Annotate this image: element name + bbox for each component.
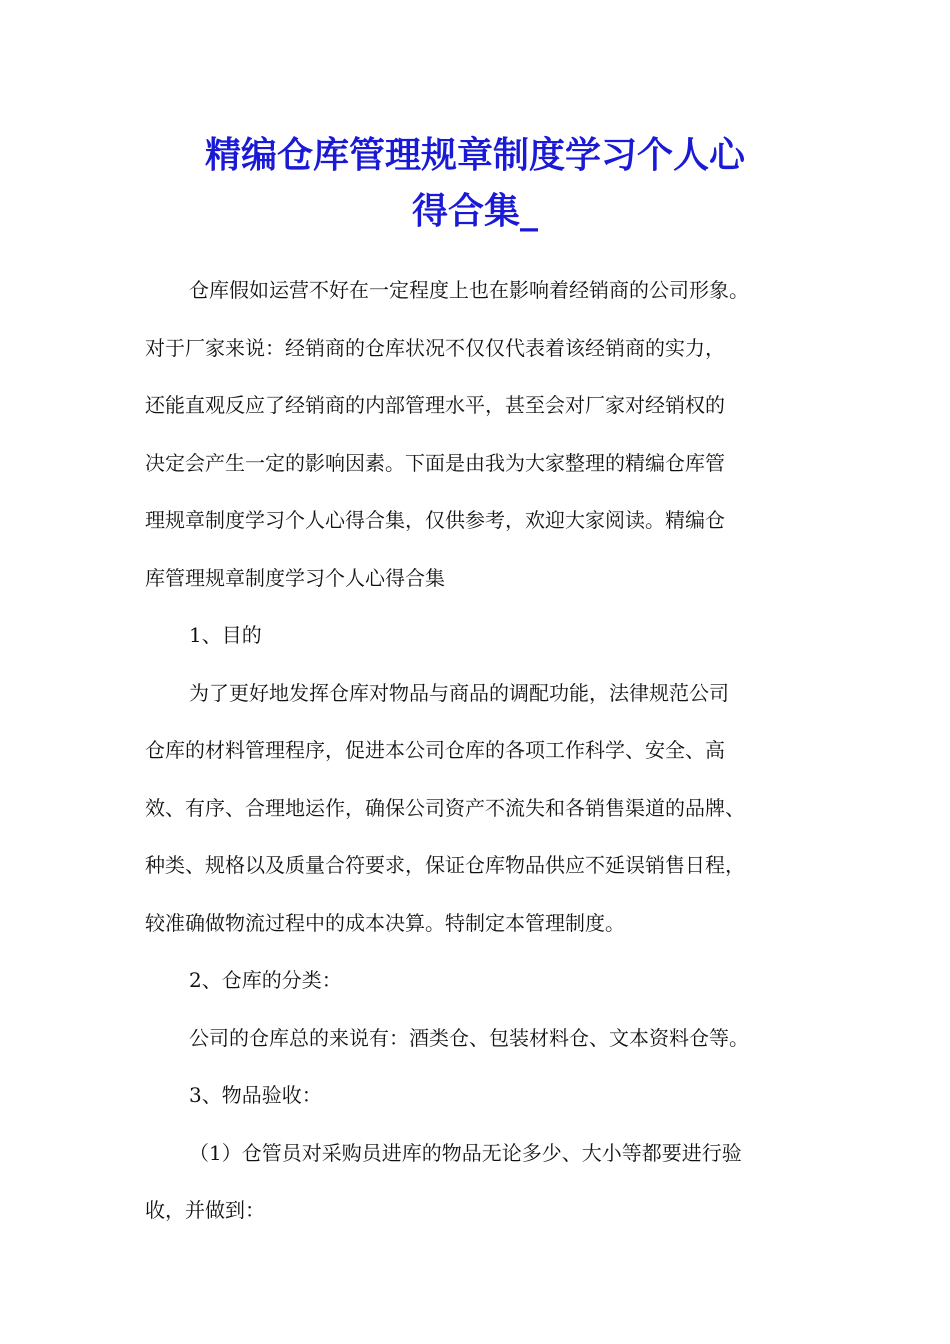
paragraph-line: 对于厂家来说：经销商的仓库状况不仅仅代表着该经销商的实力， (145, 335, 725, 360)
paragraph-line: 效、有序、合理地运作，确保公司资产不流失和各销售渠道的品牌、 (145, 795, 745, 820)
paragraph-line: 仓库假如运营不好在一定程度上也在影响着经销商的公司形象。 (189, 278, 749, 302)
section-heading: 2、仓库的分类： (189, 968, 342, 992)
document-title (120, 128, 830, 240)
paragraph-line: 为了更好地发挥仓库对物品与商品的调配功能，法律规范公司 (189, 680, 729, 705)
document-body (145, 262, 825, 1240)
paragraph-line: 决定会产生一定的影响因素。下面是由我为大家整理的精编仓库管 (145, 450, 725, 475)
paragraph-line: 理规章制度学习个人心得合集，仅供参考，欢迎大家阅读。精编仓 (145, 508, 725, 532)
title-line-1: 精编仓库管理规章制度学习个人心 (204, 135, 745, 176)
paragraph-line: 还能直观反应了经销商的内部管理水平，甚至会对厂家对经销权的 (145, 393, 725, 417)
title-line-2: 得合集_ (411, 191, 538, 232)
paragraph-line: 种类、规格以及质量合符要求，保证仓库物品供应不延误销售日程， (145, 853, 745, 877)
section-heading: 1、目的 (189, 623, 262, 647)
paragraph-line: 仓库的材料管理程序，促进本公司仓库的各项工作科学、安全、高 (145, 738, 725, 762)
paragraph-line: 公司的仓库总的来说有：酒类仓、包装材料仓、文本资料仓等。 (189, 1025, 749, 1050)
section-heading: 3、物品验收： (189, 1083, 322, 1107)
paragraph-line: 收，并做到： (145, 1198, 265, 1222)
paragraph-line: 较准确做物流过程中的成本决算。特制定本管理制度。 (145, 910, 625, 935)
paragraph-line: （1）仓管员对采购员进库的物品无论多少、大小等都要进行验 (189, 1140, 742, 1165)
paragraph-line: 库管理规章制度学习个人心得合集 (145, 565, 445, 590)
